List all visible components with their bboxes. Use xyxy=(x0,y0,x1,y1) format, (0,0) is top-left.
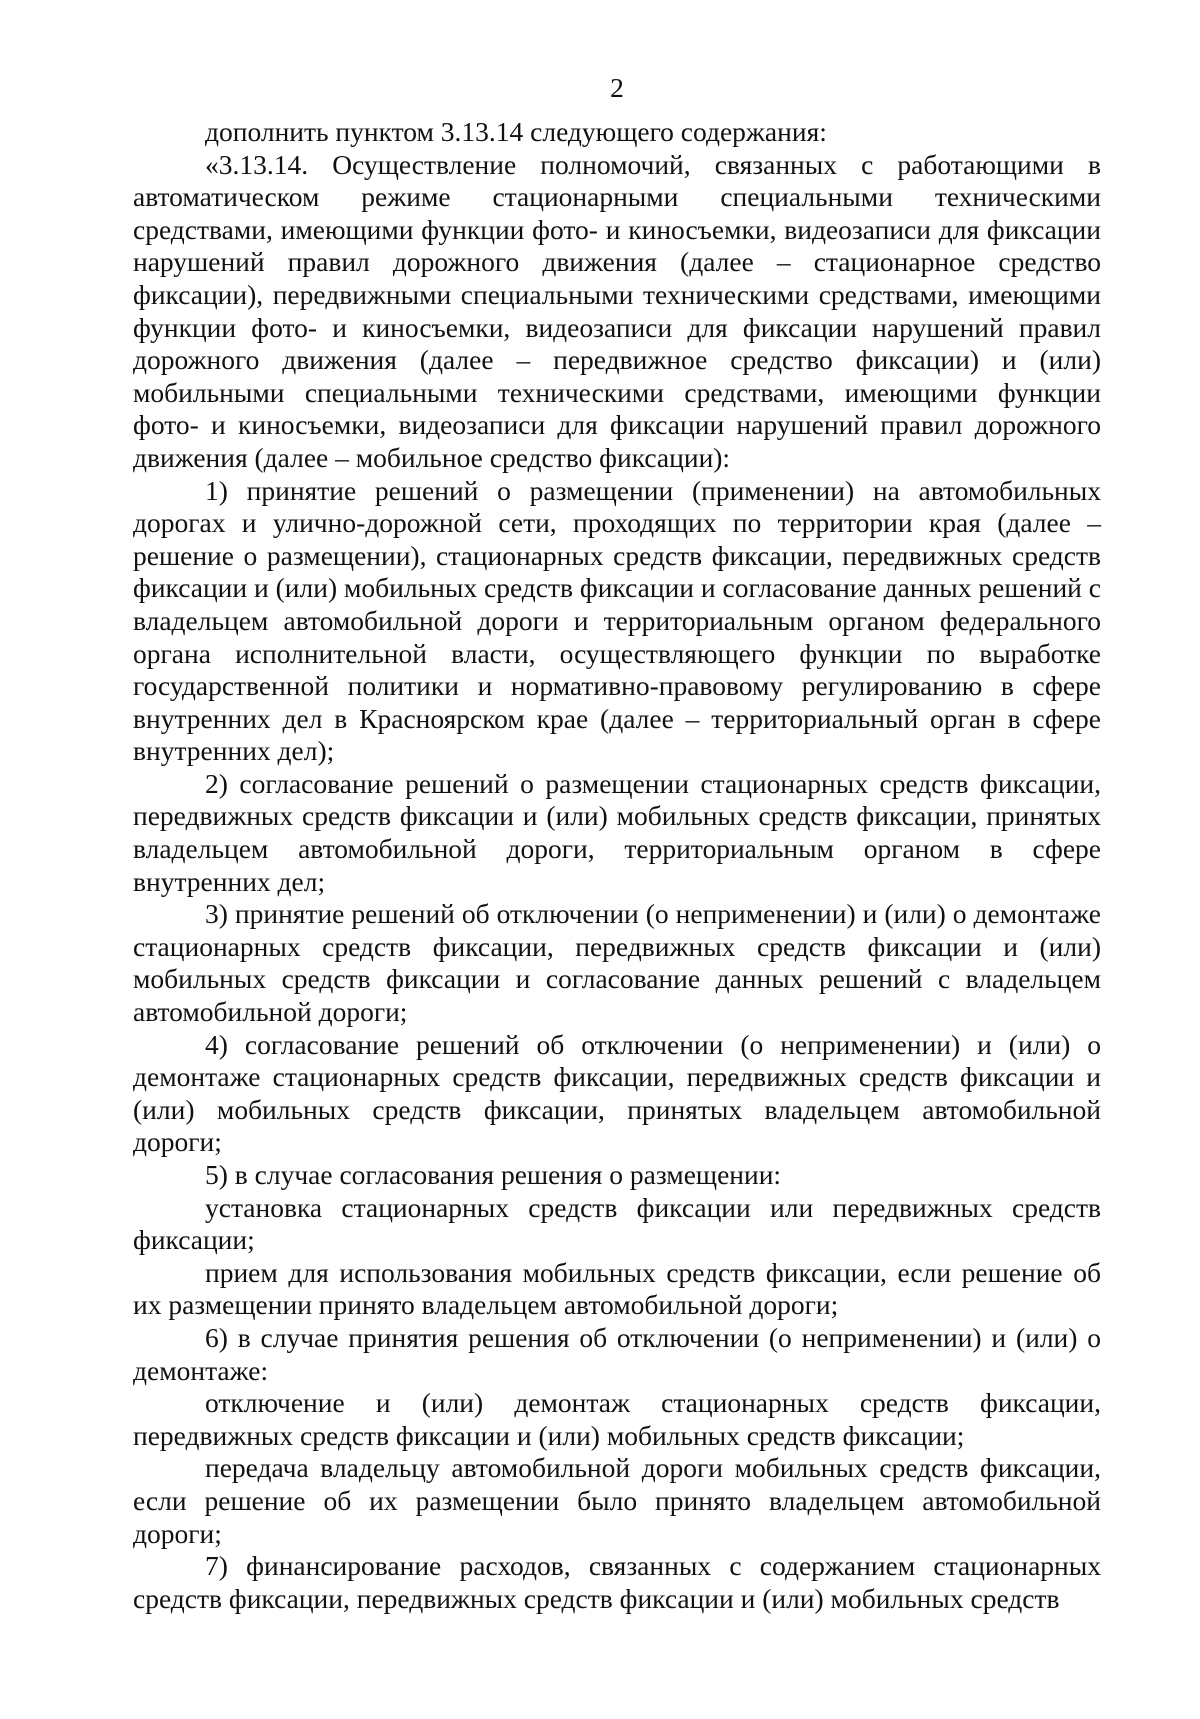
paragraph-item-3: 3) принятие решений об отключении (о неприменении) и (или) о демонтаже стационарных средств фиксации, передвижных средств фиксации и (или) мобильных средств фиксации и согласование данных решений с владельцем автомобильной дороги; xyxy=(133,898,1101,1028)
paragraph-intro: дополнить пунктом 3.13.14 следующего содержания: xyxy=(205,116,827,147)
page-number: 2 xyxy=(610,72,624,103)
paragraph-item-7: 7) финансирование расходов, связанных с содержанием стационарных средств фиксации, передвижных средств фиксации и (или) мобильных средств xyxy=(133,1550,1101,1614)
paragraph-item-1: 1) принятие решений о размещении (применении) на автомобильных дорогах и улично-дорожной сети, проходящих по территории края (далее – решение о размещении), стационарных средств фиксации, передвижных средств фиксации и (или) мобильных средств фиксации и согласование данных решений с владельцем автомобильной дороги и территориальным органом федерального органа исполнительной власти, осуществляющего функции по выработке государственной политики и нормативно-правовому регулированию в сфере внутренних дел в Красноярском крае (далее – территориальный орган в сфере внутренних дел); xyxy=(133,474,1101,767)
paragraph-item-6-transfer: передача владельцу автомобильной дороги мобильных средств фиксации, если решение об их размещении было принято владельцем автомобильной дороги; xyxy=(133,1452,1101,1549)
paragraph-item-2: 2) согласование решений о размещении стационарных средств фиксации, передвижных средств фиксации и (или) мобильных средств фиксации, принятых владельцем автомобильной дороги, территориальным органом в сфере внутренних дел; xyxy=(133,767,1101,897)
paragraph-item-4: 4) согласование решений об отключении (о неприменении) и (или) о демонтаже стационарных средств фиксации, передвижных средств фиксации и (или) мобильных средств фиксации, принятых владельцем автомобильной дороги; xyxy=(133,1028,1101,1158)
paragraph-item-6-disconnection: отключение и (или) демонтаж стационарных средств фиксации, передвижных средств фиксации и (или) мобильных средств фиксации; xyxy=(133,1387,1101,1451)
paragraph-item-5-installation: установка стационарных средств фиксации или передвижных средств фиксации; xyxy=(133,1191,1101,1256)
document-body xyxy=(133,116,1101,1615)
paragraph-item-5: 5) в случае согласования решения о размещении: xyxy=(205,1159,782,1190)
paragraph-item-5-acceptance: прием для использования мобильных средств фиксации, если решение об их размещении принято владельцем автомобильной дороги; xyxy=(133,1256,1101,1321)
paragraph-item-6: 6) в случае принятия решения об отключении (о неприменении) и (или) о демонтаже: xyxy=(133,1321,1101,1386)
paragraph-3-13-14: «3.13.14. Осуществление полномочий, связанных с работающими в автоматическом режиме стационарными специальными техническими средствами, имеющими функции фото- и киносъемки, видеозаписи для фиксации нарушений правил дорожного движения (далее – стационарное средство фиксации), передвижными специальными техническими средствами, имеющими функции фото- и киносъемки, видеозаписи для фиксации нарушений правил дорожного движения (далее – передвижное средство фиксации) и (или) мобильными специальными техническими средствами, имеющими функции фото- и киносъемки, видеозаписи для фиксации нарушений правил дорожного движения (далее – мобильное средство фиксации): xyxy=(133,148,1101,473)
